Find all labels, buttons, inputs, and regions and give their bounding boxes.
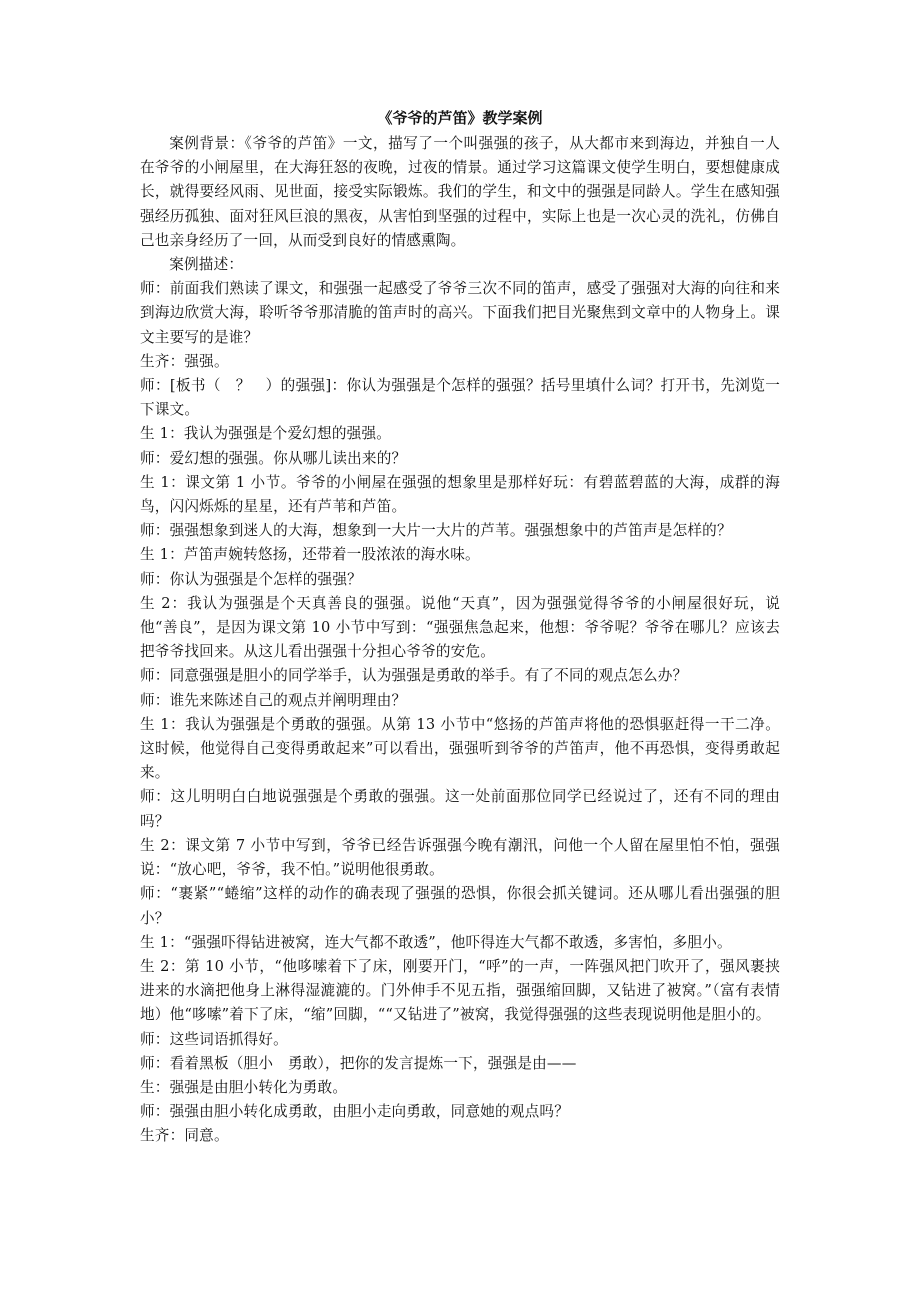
paragraph: 师：同意强强是胆小的同学举手，认为强强是勇敢的举手。有了不同的观点怎么办？ — [140, 667, 688, 685]
paragraph: 生 1：芦笛声婉转悠扬，还带着一股浓浓的海水味。 — [140, 546, 480, 564]
paragraph: 生 1：我认为强强是个勇敢的强强。从第 13 小节中“悠扬的芦笛声将他的恐惧驱赶得一干二净。这时候，他觉得自己变得勇敢起来”可以看出，强强听到爷爷的芦笛声，他不再恐惧，变得勇敢起来。 — [140, 715, 780, 782]
paragraph: 师：[板书（ ？ ）的强强]：你认为强强是个怎样的强强？括号里填什么词？打开书，先浏览一下课文。 — [140, 377, 780, 419]
paragraph: 生：强强是由胆小转化为勇敢。 — [140, 1078, 348, 1096]
paragraph: 师：谁先来陈述自己的观点并阐明理由？ — [140, 691, 407, 709]
paragraph: 案例描述： — [169, 256, 244, 274]
paragraph: 师：强强想象到迷人的大海，想象到一大片一大片的芦苇。强强想象中的芦笛声是怎样的？ — [140, 522, 732, 540]
paragraph: 生 2：我认为强强是个天真善良的强强。说他“天真”，因为强强觉得爷爷的小闸屋很好玩，说他“善良”，是因为课文第 10 小节中写到：“强强焦急起来，他想：爷爷呢？爷爷在哪儿？应该去把爷爷找回来。从这儿看出强强十分担心爷爷的安危。 — [140, 594, 780, 661]
paragraph: 生齐：强强。 — [140, 352, 229, 370]
paragraph: 师：这些词语抓得好。 — [140, 1030, 288, 1048]
paragraph: 生 1：课文第 1 小节。爷爷的小闸屋在强强的想象里是那样好玩：有碧蓝碧蓝的大海，成群的海鸟，闪闪烁烁的星星，还有芦苇和芦笛。 — [140, 473, 780, 516]
document-title: 《爷爷的芦笛》教学案例 — [377, 109, 543, 127]
paragraph: 师：你认为强强是个怎样的强强？ — [140, 570, 362, 588]
paragraph: 生 2：课文第 7 小节中写到，爷爷已经告诉强强今晚有潮汛，问他一个人留在屋里怕不怕，强强说：“放心吧，爷爷，我不怕。”说明他很勇敢。 — [140, 836, 780, 879]
paragraph: 生 1：我认为强强是个爱幻想的强强。 — [140, 425, 392, 443]
document-body — [140, 132, 780, 1149]
paragraph: 师：这儿明明白白地说强强是个勇敢的强强。这一处前面那位同学已经说过了，还有不同的理由吗？ — [140, 788, 780, 830]
paragraph: 师：前面我们熟读了课文，和强强一起感受了爷爷三次不同的笛声，感受了强强对大海的向往和来到海边欣赏大海，聆听爷爷那清脆的笛声时的高兴。下面我们把目光聚焦到文章中的人物身上。课文主要写的是谁？ — [140, 280, 780, 346]
paragraph: 师：爱幻想的强强。你从哪儿读出来的？ — [140, 449, 407, 467]
paragraph: 生 1：“强强吓得钻进被窝，连大气都不敢透”，他吓得连大气都不敢透，多害怕，多胆小。 — [140, 933, 732, 951]
paragraph: 生 2：第 10 小节，“他哆嗦着下了床，刚要开门，“呼”的一声，一阵强风把门吹开了，强风裹挟进来的水滴把他身上淋得湿漉漉的。门外伸手不见五指，强强缩回脚，又钻进了被窝。”（富有表情地）他“哆嗦”着下了床，“缩”回脚，““又钻进了”被窝，我觉得强强的这些表现说明他是胆小的。 — [140, 957, 780, 1024]
paragraph: 师：强强由胆小转化成勇敢，由胆小走向勇敢，同意她的观点吗？ — [140, 1103, 570, 1121]
paragraph: 生齐：同意。 — [140, 1127, 229, 1145]
paragraph: 师：看着黑板（胆小 勇敢），把你的发言提炼一下，强强是由—— — [140, 1054, 577, 1072]
paragraph: 师：“裹紧”“蜷缩”这样的动作的确表现了强强的恐惧，你很会抓关键词。还从哪儿看出强强的胆小？ — [140, 885, 780, 927]
paragraph: 案例背景：《爷爷的芦笛》一文，描写了一个叫强强的孩子，从大都市来到海边，并独自一人在爷爷的小闸屋里，在大海狂怒的夜晚，过夜的情景。通过学习这篇课文使学生明白，要想健康成长，就得要经风雨、见世面，接受实际锻炼。我们的学生，和文中的强强是同龄人。学生在感知强强经历孤独、面对狂风巨浪的黑夜，从害怕到坚强的过程中，实际上也是一次心灵的洗礼，仿佛自己也亲身经历了一回，从而受到良好的情感熏陶。 — [140, 135, 780, 249]
